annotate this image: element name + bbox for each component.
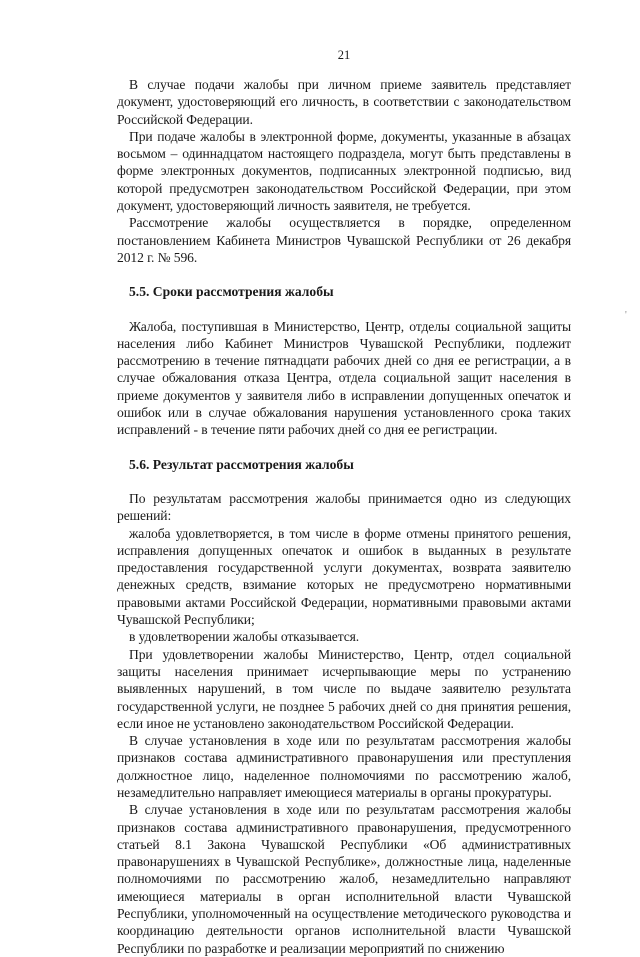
- paragraph-complaint-satisfied: жалоба удовлетворяется, в том числе в форме отмены принятого решения, исправления допущенных опечаток и ошибок в выданных в результате предоставления государственной услуги документах, возврата заявителю денежных средств, взимание которых не предусмотрено нормативными правовыми актами Российской Федерации, нормативными правовыми актами Чувашской Республики;: [117, 525, 571, 628]
- paragraph-review-terms: Жалоба, поступившая в Министерство, Центр, отделы социальной защиты населения либо Кабинет Министров Чувашской Республики, подлежит рассмотрению в течение пятнадцати рабочих дней со дня ее регистрации, а в случае обжалования отказа Центра, отдела социальной защит населения в приеме документов у заявителя либо в исправлении допущенных опечаток и ошибок или в случае обжалования нарушения установленного срока таких исправлений - в течение пяти рабочих дней со дня ее регистрации.: [117, 318, 571, 438]
- scan-mark: ': [625, 310, 627, 321]
- section-heading-5-6: 5.6. Результат рассмотрения жалобы: [129, 456, 354, 472]
- spacer: [117, 473, 571, 490]
- spacer: [117, 301, 571, 318]
- paragraph-remedy-measures: При удовлетворении жалобы Министерство, Центр, отдел социальной защиты населения принимает исчерпывающие меры по устранению выявленных нарушений, в том числе по выдаче заявителю результата государственной услуги, не позднее 5 рабочих дней со дня принятия решения, если иное не установлено законодательством Российской Федерации.: [117, 646, 571, 731]
- paragraph-prosecutor-referral: В случае установления в ходе или по результатам рассмотрения жалобы признаков состава административного правонарушения или преступления должностное лицо, наделенное полномочиями по рассмотрению жалоб, незамедлительно направляет имеющиеся материалы в органы прокуратуры.: [117, 733, 571, 800]
- paragraph-decision-options: По результатам рассмотрения жалобы принимается одно из следующих решений:: [117, 490, 571, 524]
- paragraph-electronic-form: При подаче жалобы в электронной форме, документы, указанные в абзацах восьмом – одиннадцатом настоящего подраздела, могут быть представлены в форме электронных документов, подписанных электронной подписью, вид которой предусмотрен законодательством Российской Федерации, при этом документ, удостоверяющий личность заявителя, не требуется.: [117, 128, 571, 214]
- document-body: [117, 76, 571, 957]
- paragraph-complaint-rejected: в удовлетворении жалобы отказывается.: [129, 629, 360, 645]
- paragraph-consideration-order: Рассмотрение жалобы осуществляется в порядке, определенном постановлением Кабинета Министров Чувашской Республики от 26 декабря 2012 г. № 596.: [117, 215, 571, 265]
- page-number: 21: [337, 48, 351, 62]
- spacer: [117, 266, 571, 283]
- section-heading-5-5: 5.5. Сроки рассмотрения жалобы: [129, 284, 334, 300]
- paragraph-personal-reception: В случае подачи жалобы при личном приеме заявитель представляет документ, удостоверяющий его личность, в соответствии с законодательством Российской Федерации.: [117, 77, 571, 127]
- paragraph-administrative-referral: В случае установления в ходе или по результатам рассмотрения жалобы признаков состава административного правонарушения, предусмотренного статьей 8.1 Закона Чувашской Республики «Об административных правонарушениях в Чувашской Республике», должностные лица, наделенные полномочиями по рассмотрению жалоб, незамедлительно направляют имеющиеся материалы в орган исполнительной власти Чувашской Республики, уполномоченный на осуществление методического руководства и координацию деятельности органов исполнительной власти Чувашской Республики по разработке и реализации мероприятий по снижению: [117, 802, 571, 956]
- spacer: [117, 439, 571, 456]
